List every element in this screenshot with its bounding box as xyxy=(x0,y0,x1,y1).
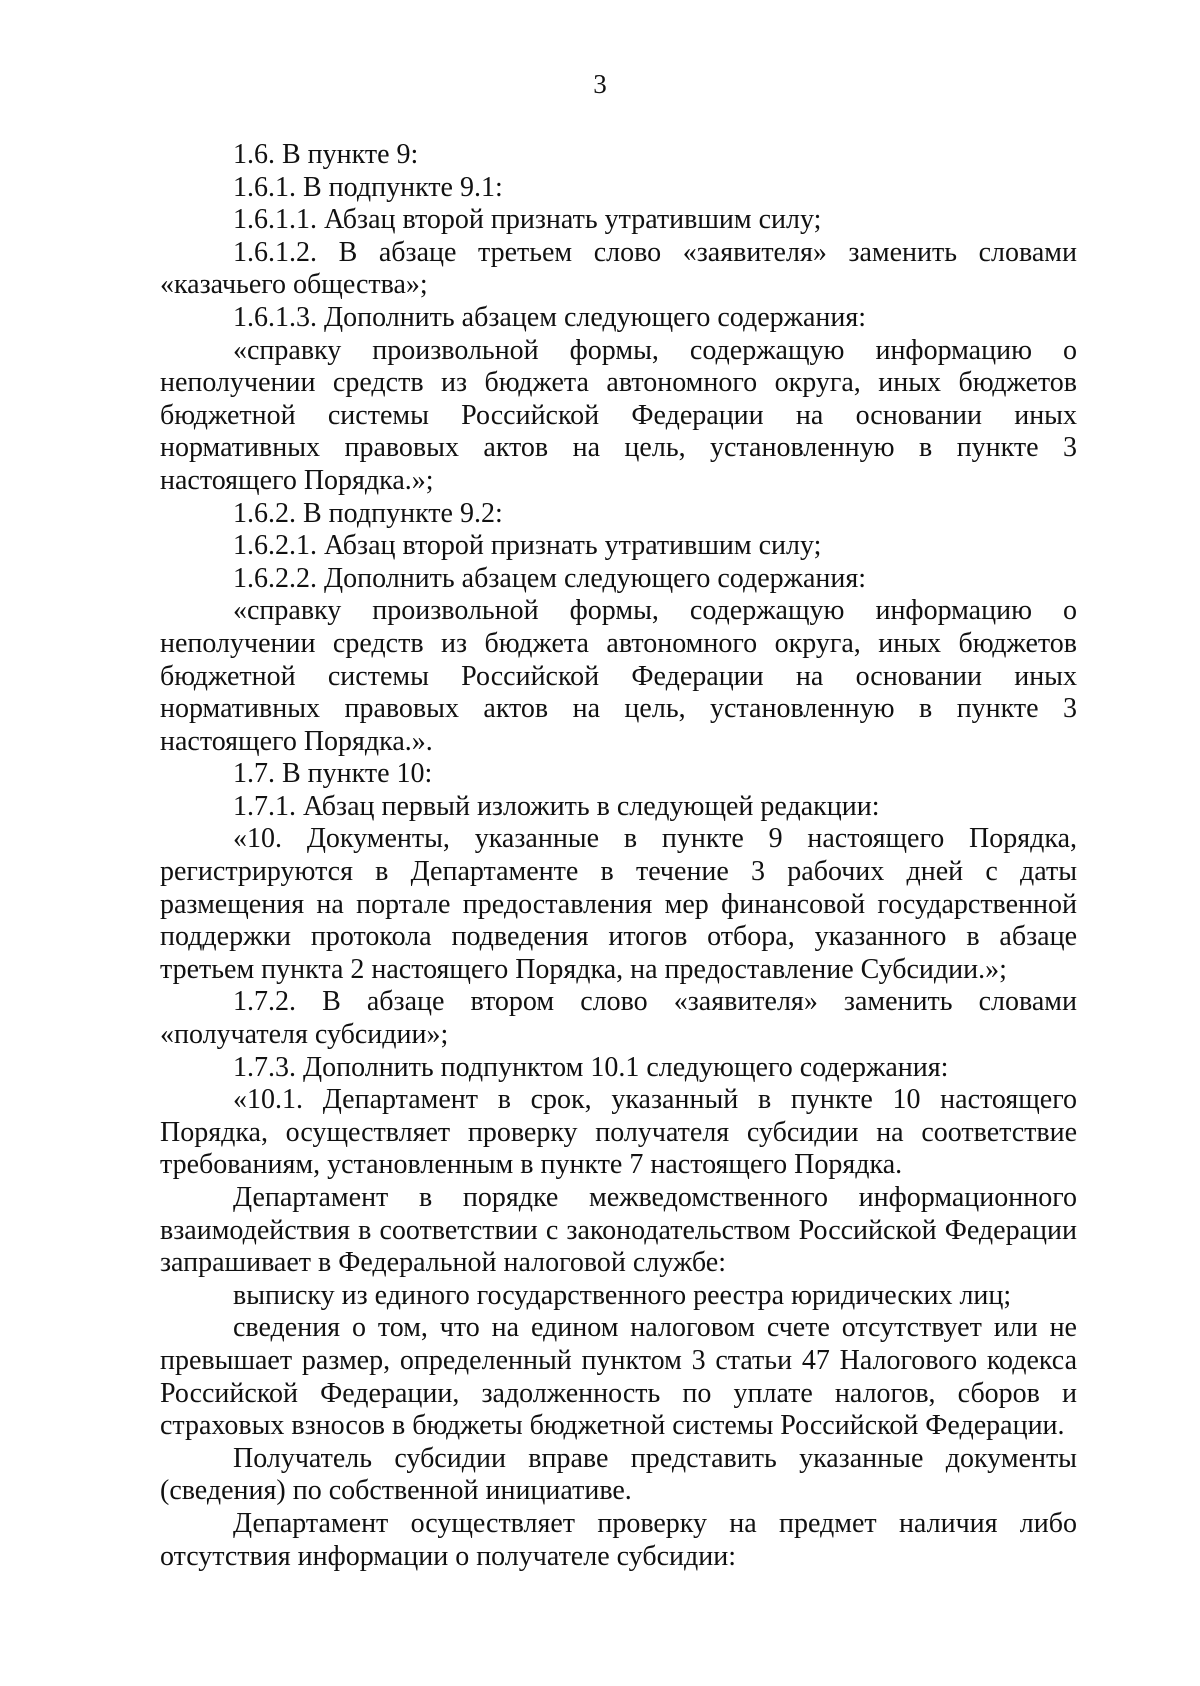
paragraph-1-6-1-3: 1.6.1.3. Дополнить абзацем следующего содержания: xyxy=(233,301,867,333)
page-number: 3 xyxy=(593,69,607,99)
quoted-paragraph-10: «10. Документы, указанные в пункте 9 настоящего Порядка, регистрируются в Департаменте в течение 3 рабочих дней с даты размещения на портале предоставления мер финансовой государственной поддержки протокола подведения итогов отбора, указанного в абзаце третьем пункта 2 настоящего Порядка, на предоставление Субсидии.»; xyxy=(160,823,1077,985)
paragraph-1-6-1: 1.6.1. В подпункте 9.1: xyxy=(233,171,503,203)
quoted-paragraph-certificate-1: «справку произвольной формы, содержащую информацию о неполучении средств из бюджета автономного округа, иных бюджетов бюджетной системы Российской Федерации на основании иных нормативных правовых актов на цель, установленную в пункте 3 настоящего Порядка.»; xyxy=(160,334,1077,496)
paragraph-1-7-3: 1.7.3. Дополнить подпунктом 10.1 следующего содержания: xyxy=(233,1051,949,1083)
document-body xyxy=(160,139,1077,1573)
paragraph-1-7-1: 1.7.1. Абзац первый изложить в следующей редакции: xyxy=(233,790,880,822)
paragraph-own-initiative: Получатель субсидии вправе представить указанные документы (сведения) по собственной инициативе. xyxy=(160,1442,1077,1507)
paragraph-registry-extract: выписку из единого государственного реестра юридических лиц; xyxy=(233,1279,1012,1311)
paragraph-1-6-2: 1.6.2. В подпункте 9.2: xyxy=(233,497,503,529)
paragraph-tax-information: сведения о том, что на едином налоговом счете отсутствует или не превышает размер, определенный пунктом 3 статьи 47 Налогового кодекса Российской Федерации, задолженность по уплате налогов, сборов и страховых взносов в бюджеты бюджетной системы Российской Федерации. xyxy=(160,1312,1077,1442)
paragraph-1-6-1-1: 1.6.1.1. Абзац второй признать утратившим силу; xyxy=(233,204,822,236)
paragraph-1-7: 1.7. В пункте 10: xyxy=(233,758,433,790)
paragraph-1-7-2: 1.7.2. В абзаце втором слово «заявителя» заменить словами «получателя субсидии»; xyxy=(160,986,1077,1051)
quoted-paragraph-10-1: «10.1. Департамент в срок, указанный в пункте 10 настоящего Порядка, осуществляет проверку получателя субсидии на соответствие требованиям, установленным в пункте 7 настоящего Порядка. xyxy=(160,1084,1077,1181)
paragraph-department-check: Департамент осуществляет проверку на предмет наличия либо отсутствия информации о получателе субсидии: xyxy=(160,1507,1077,1572)
paragraph-1-6-1-2: 1.6.1.2. В абзаце третьем слово «заявителя» заменить словами «казачьего общества»; xyxy=(160,236,1077,301)
quoted-paragraph-certificate-2: «справку произвольной формы, содержащую информацию о неполучении средств из бюджета автономного округа, иных бюджетов бюджетной системы Российской Федерации на основании иных нормативных правовых актов на цель, установленную в пункте 3 настоящего Порядка.». xyxy=(160,595,1077,757)
paragraph-1-6-2-2: 1.6.2.2. Дополнить абзацем следующего содержания: xyxy=(233,562,867,594)
paragraph-department-request: Департамент в порядке межведомственного информационного взаимодействия в соответствии с законодательством Российской Федерации запрашивает в Федеральной налоговой службе: xyxy=(160,1182,1077,1279)
paragraph-1-6-2-1: 1.6.2.1. Абзац второй признать утратившим силу; xyxy=(233,530,822,562)
paragraph-1-6: 1.6. В пункте 9: xyxy=(233,139,419,170)
